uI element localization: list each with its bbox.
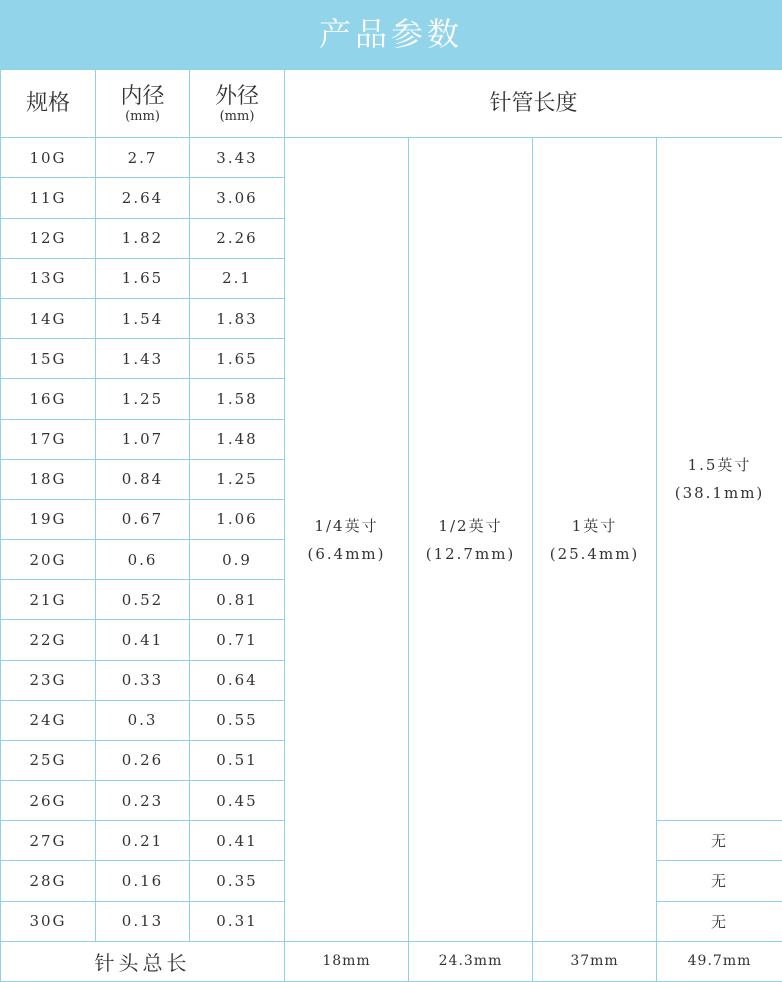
outer-diameter-cell: 1.25 [190,459,285,499]
outer-diameter-cell: 0.71 [190,620,285,660]
length-cell-0 [285,138,409,941]
unavailable-cell: 无 [657,901,782,941]
total-length-label: 针头总长 [1,941,285,981]
gauge-cell: 14G [1,298,96,338]
outer-diameter-cell: 0.45 [190,781,285,821]
inner-diameter-cell: 0.26 [96,740,190,780]
page-title: 产品参数 [0,0,782,69]
length-inch: 1/4英寸 [314,516,379,535]
gauge-cell: 28G [1,861,96,901]
header-gauge-label: 规格 [25,90,70,116]
length-mm: (38.1mm) [674,484,765,503]
length-cell-1 [409,138,533,941]
unavailable-cell: 无 [657,861,782,901]
outer-diameter-cell: 0.64 [190,660,285,700]
length-mm: (12.7mm) [425,544,516,563]
length-inch: 1.5英寸 [687,456,752,475]
spec-table [0,69,782,982]
gauge-cell: 20G [1,540,96,580]
gauge-cell: 25G [1,740,96,780]
inner-diameter-cell: 1.43 [96,339,190,379]
inner-diameter-cell: 1.82 [96,218,190,258]
total-length-value: 49.7mm [657,941,782,981]
gauge-cell: 30G [1,901,96,941]
length-cell-3 [657,138,782,821]
total-length-value: 24.3mm [409,941,533,981]
outer-diameter-cell: 0.31 [190,901,285,941]
length-inch: 1/2英寸 [438,516,503,535]
inner-diameter-cell: 1.07 [96,419,190,459]
footer-row [1,941,782,981]
outer-diameter-cell: 0.55 [190,700,285,740]
inner-diameter-cell: 0.21 [96,821,190,861]
outer-diameter-cell: 0.35 [190,861,285,901]
unavailable-cell: 无 [657,821,782,861]
total-length-value: 18mm [285,941,409,981]
outer-diameter-cell: 3.43 [190,138,285,178]
header-needle-length-label: 针管长度 [489,90,578,116]
outer-diameter-cell: 0.9 [190,540,285,580]
gauge-cell: 24G [1,700,96,740]
header-row [1,70,782,138]
outer-diameter-cell: 1.58 [190,379,285,419]
outer-diameter-cell: 1.83 [190,298,285,338]
header-inner-unit: (mm) [125,108,160,124]
outer-diameter-cell: 0.81 [190,580,285,620]
header-needle-length [285,70,782,138]
inner-diameter-cell: 0.16 [96,861,190,901]
inner-diameter-cell: 0.41 [96,620,190,660]
total-length-value: 37mm [533,941,657,981]
header-outer-diameter [190,70,285,138]
inner-diameter-cell: 0.67 [96,499,190,539]
inner-diameter-cell: 0.6 [96,540,190,580]
gauge-cell: 11G [1,178,96,218]
inner-diameter-cell: 0.3 [96,700,190,740]
gauge-cell: 17G [1,419,96,459]
gauge-cell: 15G [1,339,96,379]
length-mm: (25.4mm) [549,544,640,563]
header-inner-label: 内径 [120,83,165,109]
inner-diameter-cell: 0.33 [96,660,190,700]
length-cell-2 [533,138,657,941]
gauge-cell: 22G [1,620,96,660]
gauge-cell: 10G [1,138,96,178]
inner-diameter-cell: 0.52 [96,580,190,620]
gauge-cell: 16G [1,379,96,419]
gauge-cell: 23G [1,660,96,700]
length-inch: 1英寸 [571,516,618,535]
outer-diameter-cell: 1.06 [190,499,285,539]
inner-diameter-cell: 1.54 [96,298,190,338]
gauge-cell: 27G [1,821,96,861]
outer-diameter-cell: 0.41 [190,821,285,861]
outer-diameter-cell: 0.51 [190,740,285,780]
gauge-cell: 26G [1,781,96,821]
header-inner-diameter [96,70,190,138]
length-mm: (6.4mm) [307,544,386,563]
inner-diameter-cell: 1.25 [96,379,190,419]
inner-diameter-cell: 0.13 [96,901,190,941]
inner-diameter-cell: 0.23 [96,781,190,821]
outer-diameter-cell: 2.26 [190,218,285,258]
outer-diameter-cell: 1.65 [190,339,285,379]
inner-diameter-cell: 1.65 [96,258,190,298]
header-outer-label: 外径 [214,83,259,109]
gauge-cell: 18G [1,459,96,499]
table-row [1,138,782,178]
outer-diameter-cell: 1.48 [190,419,285,459]
gauge-cell: 12G [1,218,96,258]
outer-diameter-cell: 2.1 [190,258,285,298]
inner-diameter-cell: 0.84 [96,459,190,499]
header-gauge [1,70,96,138]
header-outer-unit: (mm) [219,108,255,124]
gauge-cell: 19G [1,499,96,539]
gauge-cell: 13G [1,258,96,298]
inner-diameter-cell: 2.64 [96,178,190,218]
inner-diameter-cell: 2.7 [96,138,190,178]
gauge-cell: 21G [1,580,96,620]
outer-diameter-cell: 3.06 [190,178,285,218]
